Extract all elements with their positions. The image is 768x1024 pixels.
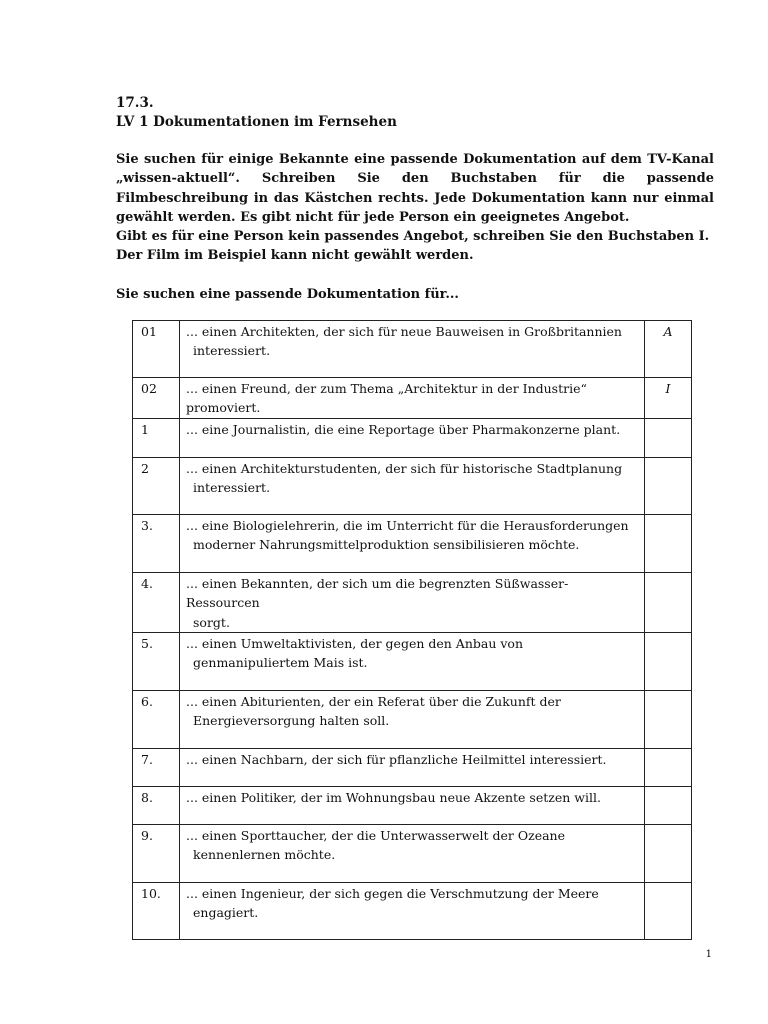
section-number: 17.3. [116,95,154,111]
table-row [133,378,692,419]
answer-box[interactable] [645,691,692,749]
table-row [133,321,692,378]
description-line: ... einen Nachbarn, der sich für pflanzliche Heilmittel interessiert. [186,752,607,768]
answer-box[interactable] [645,572,692,632]
row-number: 8. [133,787,180,825]
table-row [133,572,692,632]
table-row [133,633,692,691]
row-description [180,825,645,883]
task-prompt: Sie suchen eine passende Dokumentation für... [116,286,459,302]
row-description [180,633,645,691]
answer-box[interactable] [645,825,692,883]
row-description [180,457,645,514]
description-line: ... einen Architekten, der sich für neue Bauweisen in Großbritannien [186,324,622,339]
description-line: engagiert. [193,905,259,921]
description-line: sorgt. [193,614,230,630]
description-line: ... einen Architekturstudenten, der sich für historische Stadtplanung [186,460,623,476]
row-number: 7. [133,749,180,787]
answer-box[interactable] [645,749,692,787]
row-number: 4. [133,572,180,632]
answer-box[interactable] [645,418,692,457]
row-description [180,572,645,632]
description-line: ... einen Umweltaktivisten, der gegen den Anbau von [186,636,523,652]
answer-box[interactable]: A [645,321,692,378]
answer-box[interactable] [645,883,692,940]
answer-box[interactable] [645,457,692,514]
table-row [133,418,692,457]
table-row [133,825,692,883]
row-number: 10. [133,883,180,940]
description-line: ... einen Bekannten, der sich um die begrenzten Süßwasser-Ressourcen [186,575,569,611]
page-content [116,94,714,304]
table-row [133,514,692,572]
row-description [180,321,645,378]
row-description [180,378,645,419]
description-line: moderner Nahrungsmittelproduktion sensibilisieren möchte. [193,537,580,553]
table-row [133,691,692,749]
row-description [180,514,645,572]
description-line: ... eine Biologielehrerin, die im Unterricht für die Herausforderungen [186,517,629,533]
description-line: Energieversorgung halten soll. [193,713,390,729]
instructions-paragraph: Gibt es für eine Person kein passendes Angebot, schreiben Sie den Buchstaben I. [116,229,710,245]
row-number: 02 [133,378,180,419]
row-number: 5. [133,633,180,691]
table-row [133,787,692,825]
row-description [180,418,645,457]
table-row [133,749,692,787]
row-number: 3. [133,514,180,572]
row-description [180,787,645,825]
section-title: LV 1 Dokumentationen im Fernsehen [116,114,397,130]
row-number: 6. [133,691,180,749]
matching-table [132,320,692,940]
row-number: 9. [133,825,180,883]
row-number: 2 [133,457,180,514]
description-line: ... einen Freund, der zum Thema „Architektur in der Industrie“ promoviert. [186,381,587,416]
answer-box[interactable] [645,514,692,572]
answer-box[interactable] [645,787,692,825]
row-description [180,691,645,749]
page-number: 1 [705,949,712,960]
description-line: ... eine Journalistin, die eine Reportage über Pharmakonzerne plant. [186,421,621,437]
row-number: 01 [133,321,180,378]
description-line: interessiert. [193,480,271,496]
instructions-paragraph: Sie suchen für einige Bekannte eine passende Dokumentation auf dem TV-Kanal „wissen-aktuell“. Schreiben Sie den Buchstaben für die passende Filmbeschreibung in das Kästchen rechts. Jede Dokumentation kann nur einmal gewählt werden. Es gibt nicht für jede Person ein geeignetes Angebot. [116,152,714,225]
table-row [133,457,692,514]
description-line: kennenlernen möchte. [193,847,336,863]
row-description [180,883,645,940]
row-description [180,749,645,787]
instructions-paragraph: Der Film im Beispiel kann nicht gewählt werden. [116,248,474,264]
answer-box[interactable]: I [645,378,692,419]
description-line: ... einen Abiturienten, der ein Referat über die Zukunft der [186,694,561,710]
description-line: interessiert. [193,343,271,359]
description-line: ... einen Sporttaucher, der die Unterwasserwelt der Ozeane [186,828,565,844]
answer-box[interactable] [645,633,692,691]
instructions [116,150,714,266]
table-row [133,883,692,940]
description-line: genmanipuliertem Mais ist. [193,655,368,671]
description-line: ... einen Politiker, der im Wohnungsbau neue Akzente setzen will. [186,790,601,806]
row-number: 1 [133,418,180,457]
description-line: ... einen Ingenieur, der sich gegen die Verschmutzung der Meere [186,886,599,902]
